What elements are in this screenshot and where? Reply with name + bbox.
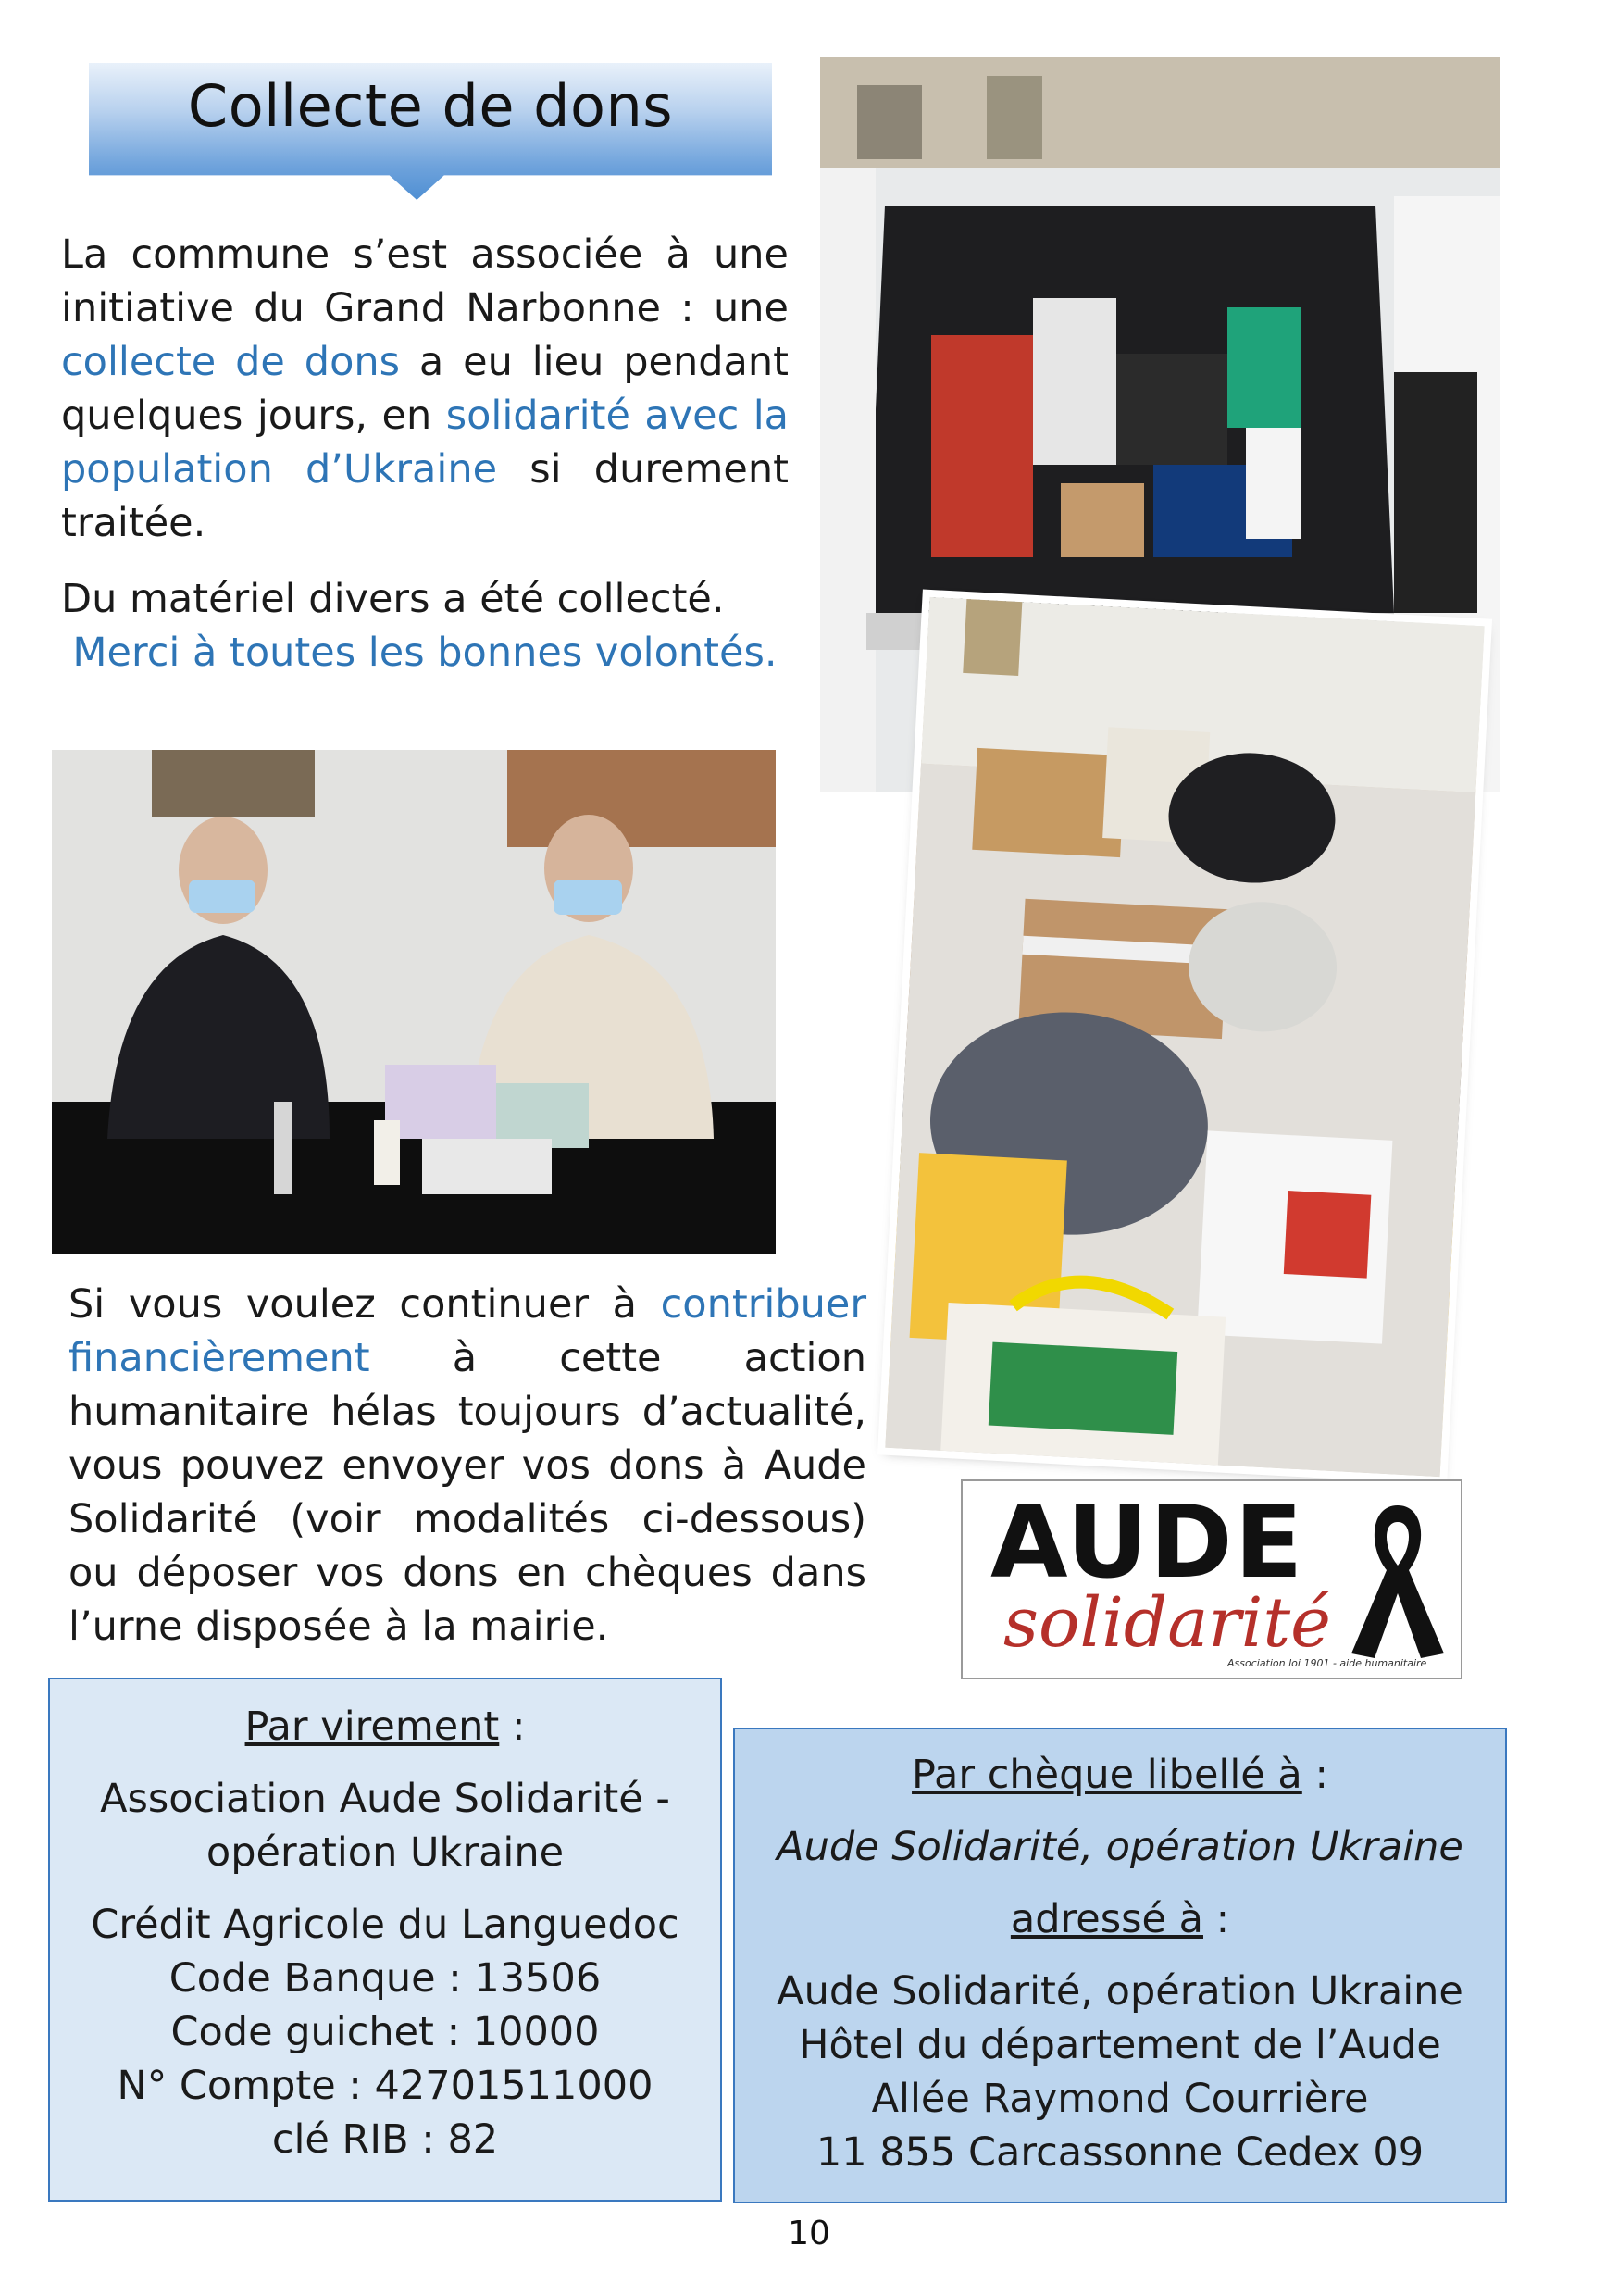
thanks-text: Merci à toutes les bonnes volontés. [72,630,778,676]
contribution-paragraph: Si vous voulez continuer à contribuer financièrement à cette action humanitaire hélas toujours d’actualité, vous pouvez envoyer vos dons à Aude Solidarité (voir modalités ci-dessous) ou déposer vos dons en chèques dans l’urne disposée à la mairie. [68,1281,866,1650]
logo-aude-text: AUDE [990,1485,1305,1601]
collected-text: Du matériel divers a été collecté. [61,576,725,622]
bank-transfer-box [48,1678,722,2202]
highlight-contribuer: contribuer financièrement [68,1281,866,1381]
logo-subtitle: Association loi 1901 - aide humanitaire [1227,1657,1427,1669]
virement-heading: Par virement : [244,1703,526,1750]
donations-illustration [885,597,1484,1477]
highlight-solidarite: solidarité avec la population d’Ukraine [61,393,790,493]
cheque-address-line: Allée Raymond Courrière [871,2076,1369,2122]
virement-code-banque: Code Banque : 13506 [168,1955,602,2002]
page-title: Collecte de dons [187,72,674,140]
cheque-address-line: Aude Solidarité, opération Ukraine [777,1968,1463,2015]
page-number: 10 [788,2215,830,2252]
ribbon-icon [1351,1496,1444,1663]
photo-donations-room [885,597,1484,1477]
cheque-payee: Aude Solidarité, opération Ukraine [777,1824,1463,1870]
virement-cle-rib: clé RIB : 82 [271,2116,499,2163]
aude-solidarite-logo [961,1479,1462,1679]
cheque-heading: Par chèque libellé à : [912,1752,1328,1798]
cheque-address-heading: adressé à : [1010,1896,1230,1942]
cheque-box [733,1728,1507,2203]
virement-compte: N° Compte : 42701511000 [117,2063,653,2109]
photo-volunteers [52,750,776,1254]
virement-line: opération Ukraine [205,1829,565,1876]
virement-code-guichet: Code guichet : 10000 [170,2009,600,2055]
volunteers-illustration [52,750,776,1254]
virement-line: Association Aude Solidarité - [100,1776,670,1822]
virement-bank: Crédit Agricole du Languedoc [91,1902,679,1948]
cheque-address-line: Hôtel du département de l’Aude [799,2022,1441,2068]
logo-solidarite-text: solidarité [1003,1583,1331,1663]
highlight-collecte: collecte de dons [61,339,401,385]
intro-paragraph: La commune s’est associée à une initiative du Grand Narbonne : une collecte de dons a eu lieu pendant quelques jours, en solidarité avec la population d’Ukraine si durement traitée. [61,231,790,546]
cheque-address-line: 11 855 Carcassonne Cedex 09 [815,2129,1425,2176]
